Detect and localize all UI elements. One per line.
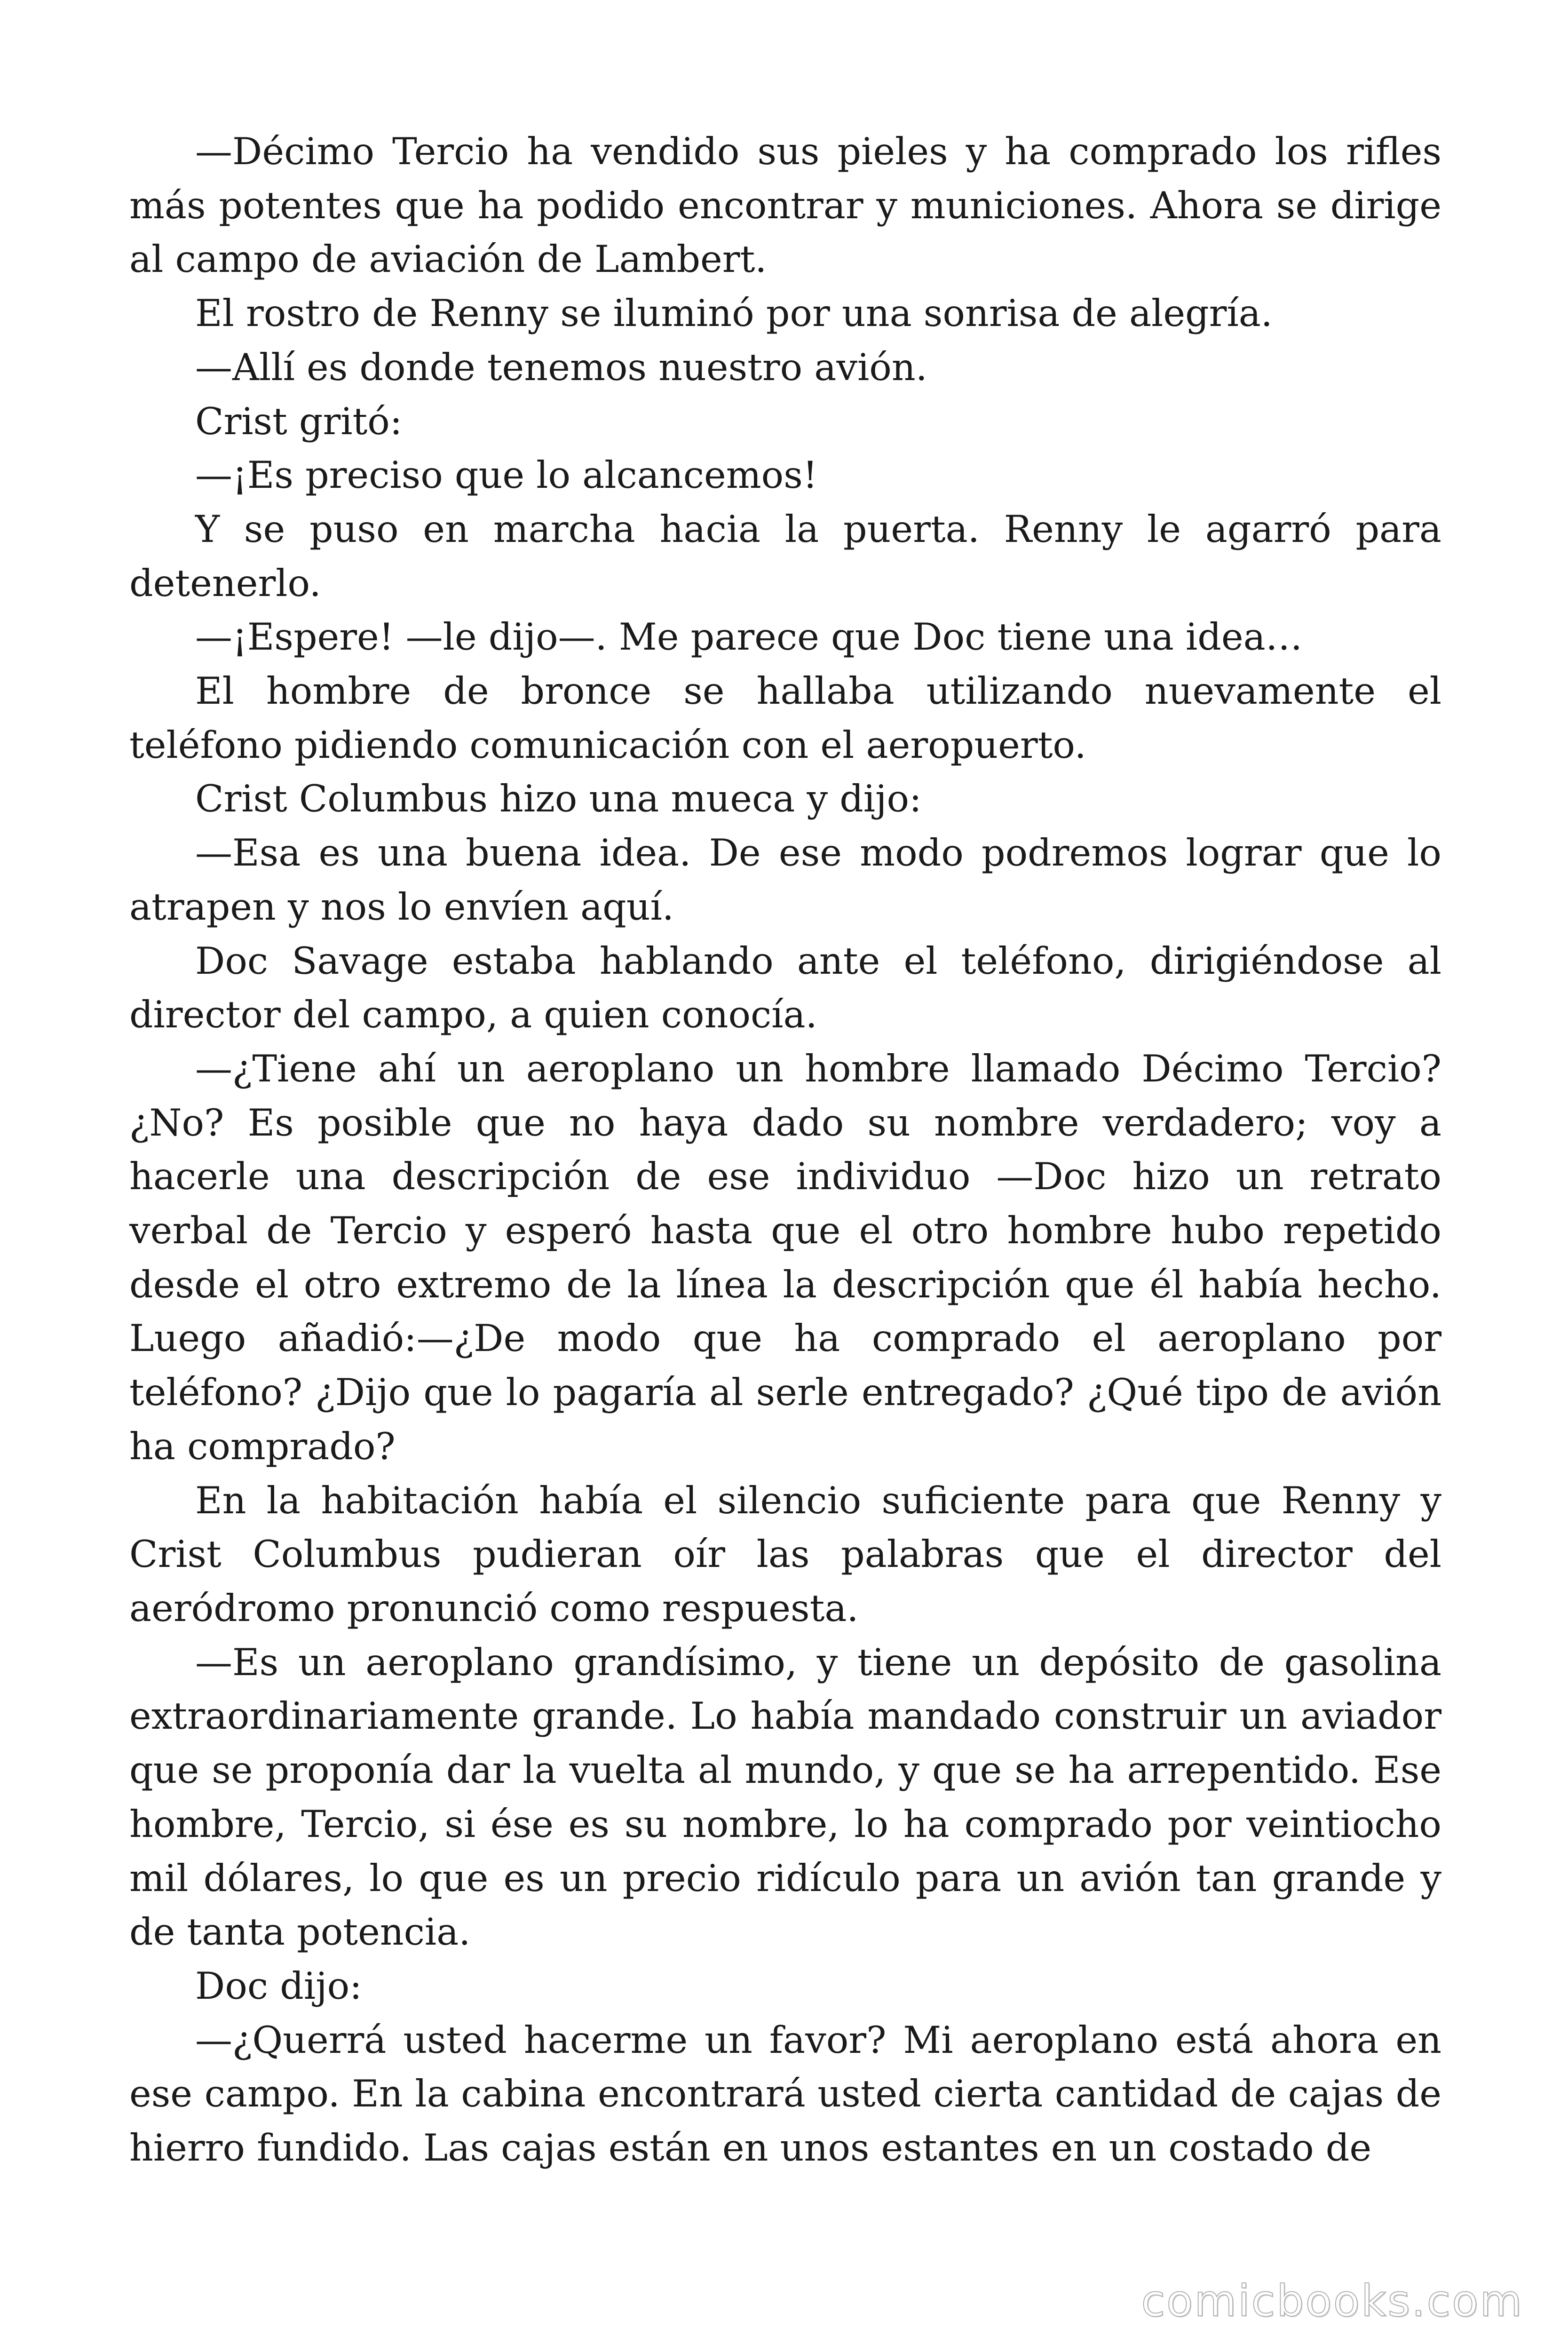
paragraph: —Esa es una buena idea. De ese modo podremos lograr que lo atrapen y nos lo envíen aquí. (129, 831, 1441, 929)
paragraph: Doc Savage estaba hablando ante el teléfono, dirigiéndose al director del campo, a quien conocía. (129, 939, 1441, 1037)
paragraph: El rostro de Renny se iluminó por una sonrisa de alegría. (195, 292, 1273, 335)
paragraph: Y se puso en marcha hacia la puerta. Renny le agarró para detenerlo. (129, 507, 1441, 605)
paragraph: —Allí es donde tenemos nuestro avión. (195, 345, 927, 389)
paragraph: —¡Espere! —le dijo—. Me parece que Doc tiene una idea… (195, 615, 1303, 659)
paragraph: En la habitación había el silencio suficiente para que Renny y Crist Columbus pudieran oír las palabras que el director del aeródromo pronunció como respuesta. (129, 1478, 1441, 1630)
paragraph: —¿Tiene ahí un aeroplano un hombre llamado Décimo Tercio? ¿No? Es posible que no haya dado su nombre verdadero; voy a hacerle una descripción de ese individuo —Doc hizo un retrato verbal de Tercio y esperó hasta que el otro hombre hubo repetido desde el otro extremo de la línea la descripción que él había hecho. Luego añadió:—¿De modo que ha comprado el aeroplano por teléfono? ¿Dijo que lo pagaría al serle entregado? ¿Qué tipo de avión ha comprado? (129, 1047, 1441, 1468)
paragraph: —Décimo Tercio ha vendido sus pieles y ha comprado los rifles más potentes que ha podido encontrar y municiones. Ahora se dirige al campo de aviación de Lambert. (129, 130, 1441, 281)
paragraph: El hombre de bronce se hallaba utilizando nuevamente el teléfono pidiendo comunicación con el aeropuerto. (129, 669, 1441, 767)
body-text (129, 125, 1441, 2175)
paragraph: —Es un aeroplano grandísimo, y tiene un depósito de gasolina extraordinariamente grande. Lo había mandado construir un aviador que se proponía dar la vuelta al mundo, y que se ha arrepentido. Ese hombre, Tercio, si ése es su nombre, lo ha comprado por veintiocho mil dólares, lo que es un precio ridículo para un avión tan grande y de tanta potencia. (129, 1640, 1441, 1954)
paragraph: —¡Es preciso que lo alcancemos! (195, 453, 818, 497)
paragraph: Doc dijo: (195, 1964, 362, 2008)
paragraph: Crist Columbus hizo una mueca y dijo: (195, 777, 922, 821)
paragraph: Crist gritó: (195, 399, 403, 443)
paragraph: —¿Querrá usted hacerme un favor? Mi aeroplano está ahora en ese campo. En la cabina encontrará usted cierta cantidad de cajas de hierro fundido. Las cajas están en unos estantes en un costado de (129, 2018, 1441, 2170)
watermark: comicbooks.com (1141, 2276, 1523, 2326)
